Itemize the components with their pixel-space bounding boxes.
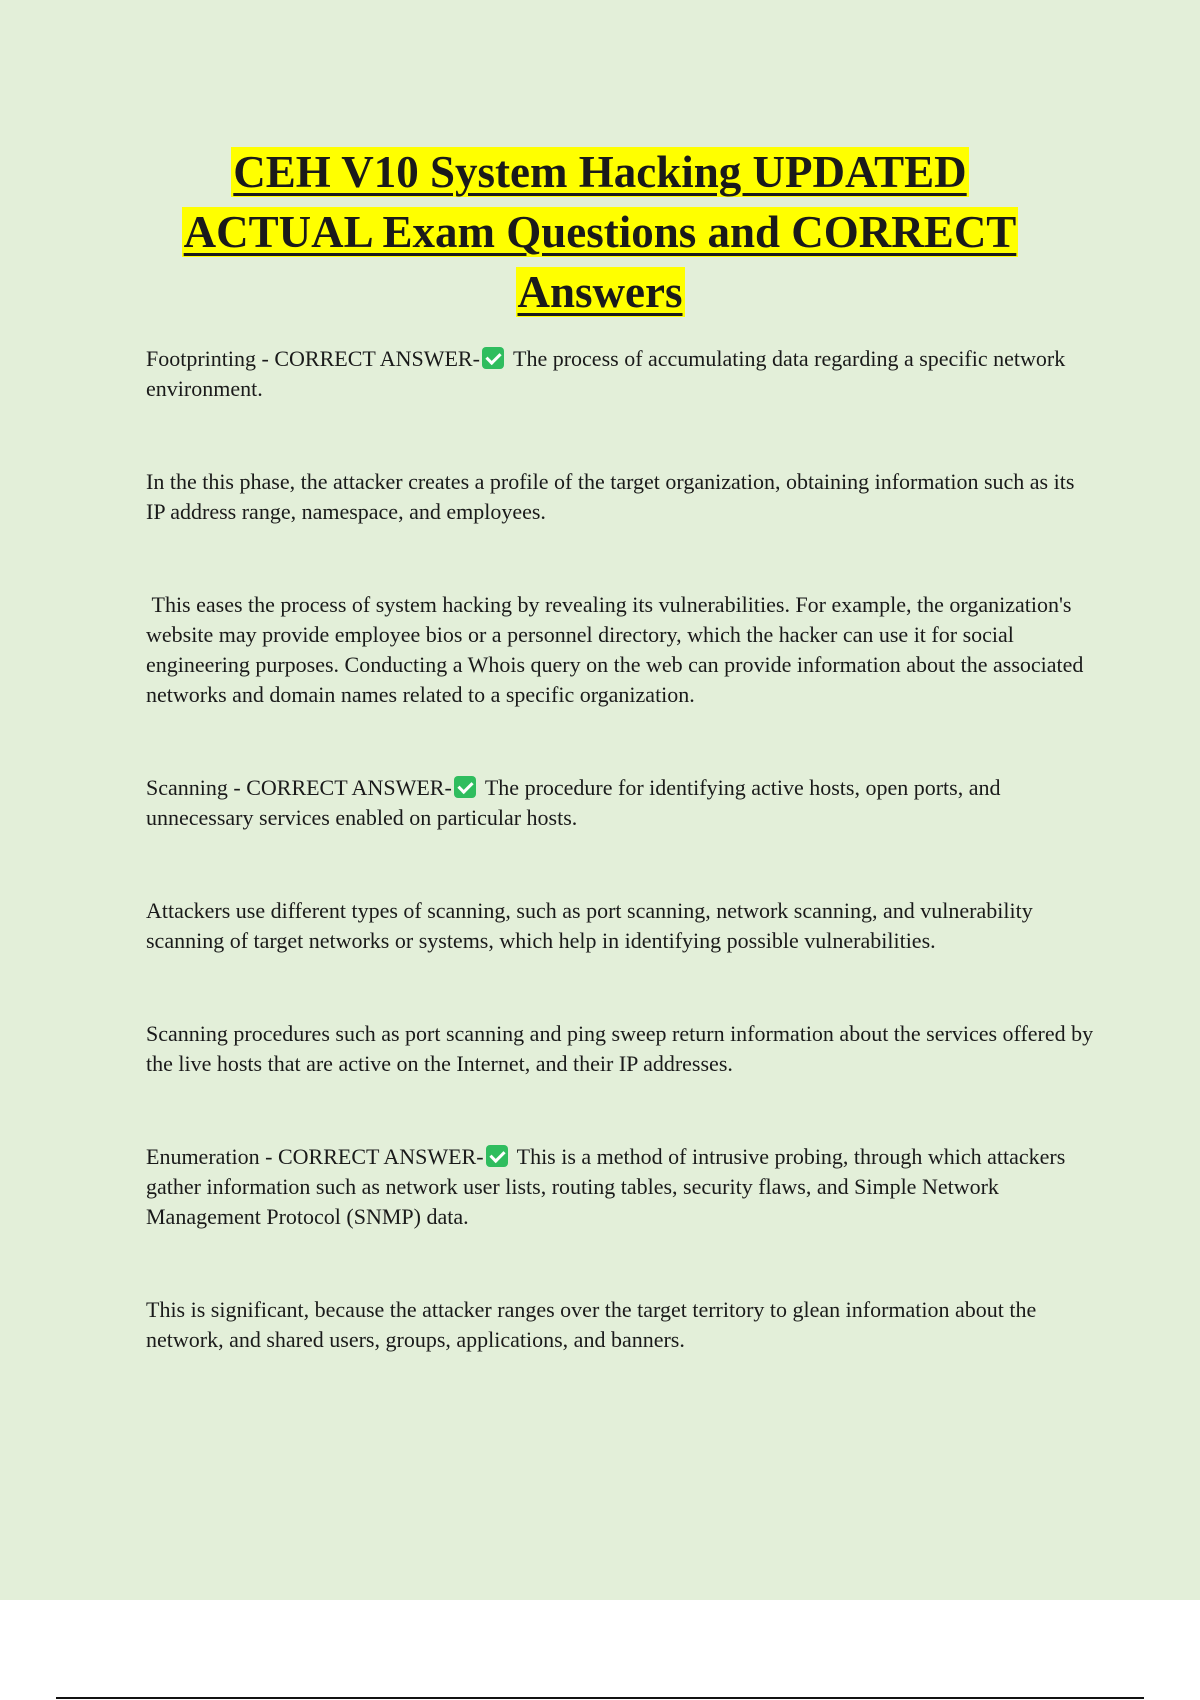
- green-checkmark-icon: [454, 776, 476, 798]
- document-content: [146, 344, 1096, 1355]
- entry-scanning: [146, 773, 1096, 833]
- entry-definition: The process of accumulating data regarding a specific network environment.: [146, 346, 1066, 401]
- answer-marker: CORRECT ANSWER-: [277, 1144, 484, 1169]
- footer-divider: [56, 1697, 1144, 1699]
- green-checkmark-icon: [486, 1145, 508, 1167]
- answer-marker: CORRECT ANSWER-: [274, 346, 480, 371]
- entry-definition: The procedure for identifying active hosts, open ports, and unnecessary services enabled on particular hosts.: [146, 775, 1001, 830]
- entry-detail: This eases the process of system hacking by revealing its vulnerabilities. For example, the organization's website may provide employee bios or a personnel directory, which the hacker can use it for social engineering purposes. Conducting a Whois query on the web can provide information about the associated networks and domain names related to a specific organization.: [146, 592, 1089, 707]
- entry-detail: Attackers use different types of scanning, such as port scanning, network scanning, and vulnerability scanning of target networks or systems, which help in identifying possible vulnerabilities.: [146, 898, 1033, 953]
- green-checkmark-icon: [482, 347, 504, 369]
- title-line-1: CEH V10 System Hacking UPDATED: [233, 147, 967, 197]
- entry-enumeration: [146, 1142, 1096, 1232]
- document-title: [0, 142, 1200, 322]
- entry-detail: This is significant, because the attacker ranges over the target territory to glean information about the network, and shared users, groups, applications, and banners.: [146, 1297, 1037, 1352]
- entry-detail: In the this phase, the attacker creates a profile of the target organization, obtaining information such as its IP address range, namespace, and employees.: [146, 469, 1075, 524]
- entry-term: Footprinting -: [146, 346, 275, 371]
- title-line-2: ACTUAL Exam Questions and CORRECT: [183, 207, 1017, 257]
- title-line-3: Answers: [517, 267, 683, 317]
- answer-marker: CORRECT ANSWER-: [246, 775, 452, 800]
- entry-footprinting: [146, 344, 1096, 404]
- entry-term: Enumeration -: [146, 1144, 278, 1169]
- entry-detail: Scanning procedures such as port scanning and ping sweep return information about the services offered by the live hosts that are active on the Internet, and their IP addresses.: [146, 1021, 1094, 1076]
- entry-definition: This is a method of intrusive probing, through which attackers gather information such as network user lists, routing tables, security flaws, and Simple Network Management Protocol (SNMP) data.: [146, 1144, 1066, 1229]
- entry-term: Scanning -: [146, 775, 247, 800]
